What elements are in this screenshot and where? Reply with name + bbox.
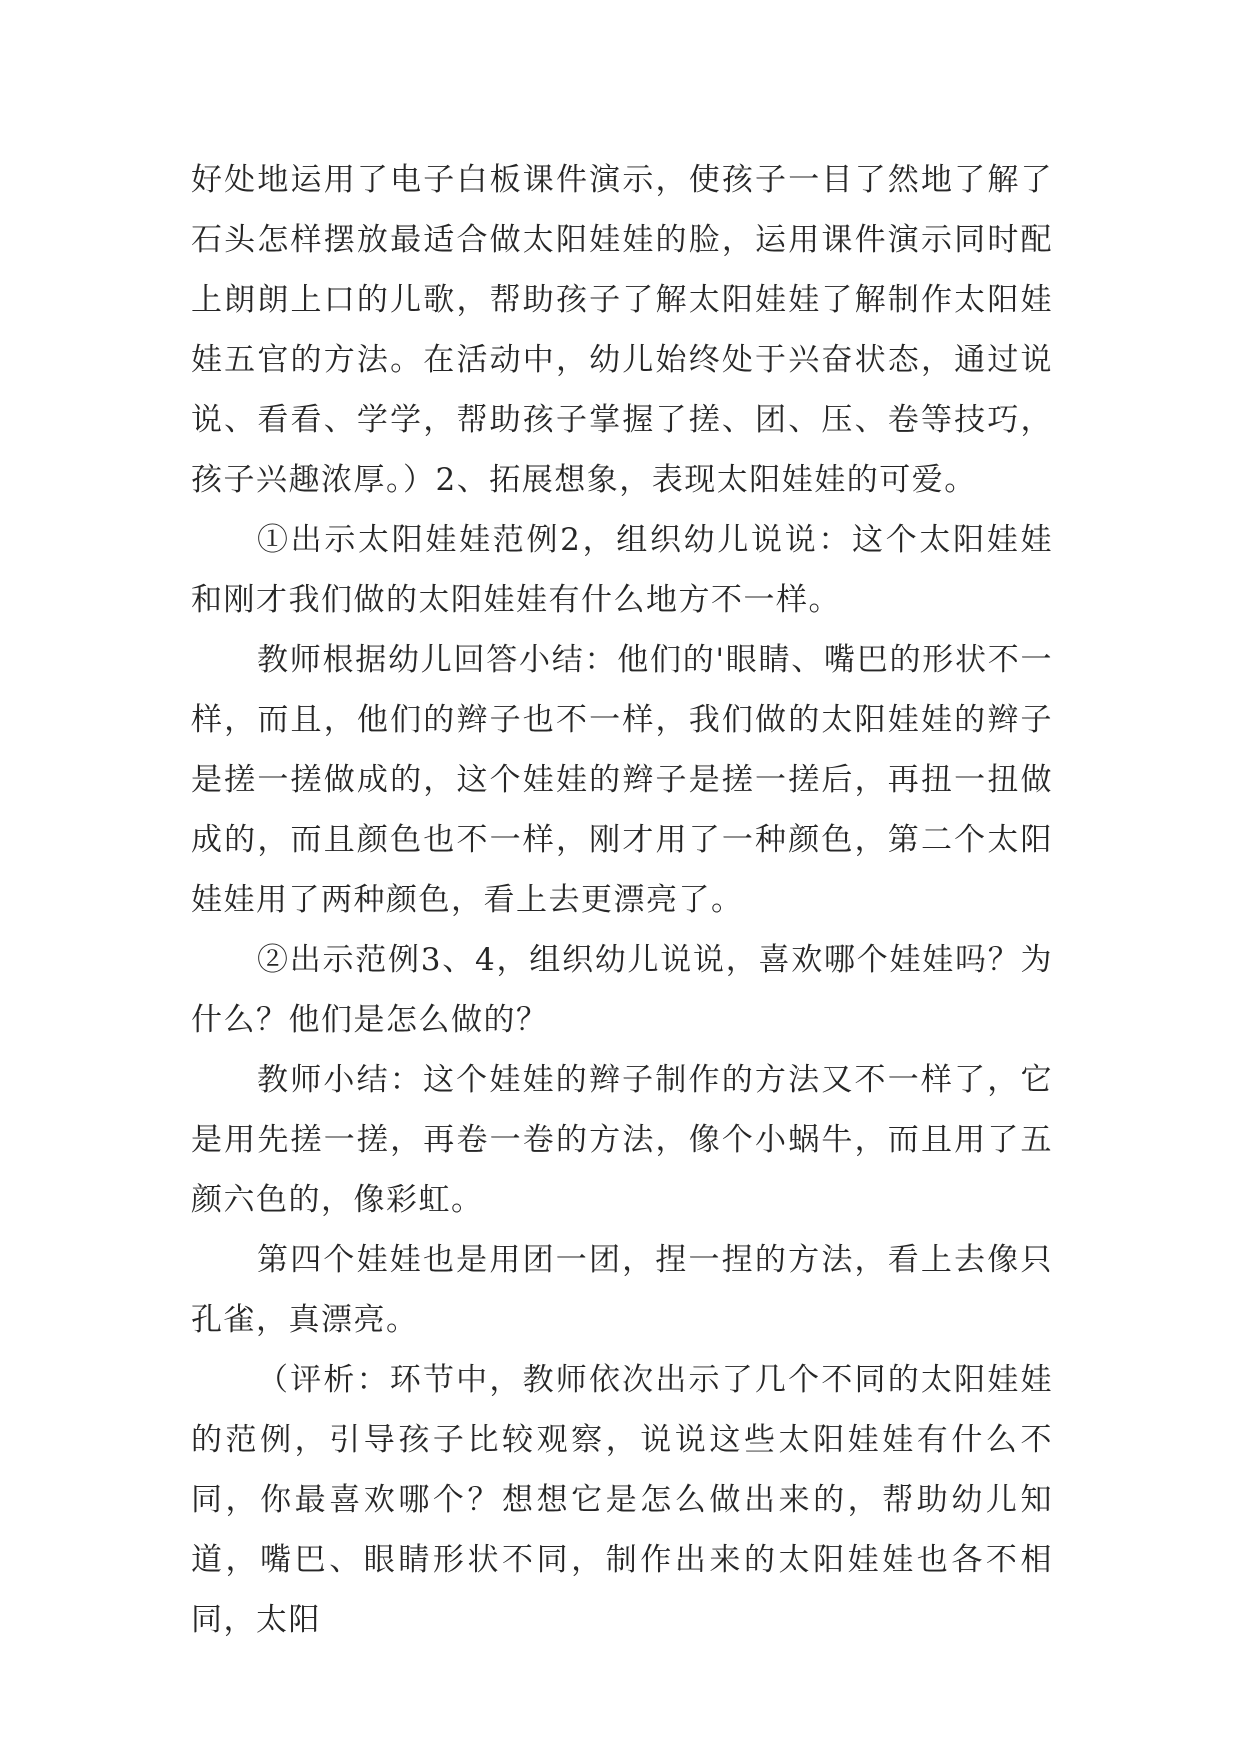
- paragraph-4: ②出示范例3、4，组织幼儿说说，喜欢哪个娃娃吗？为什么？他们是怎么做的？: [191, 942, 1053, 1038]
- paragraph-1: 好处地运用了电子白板课件演示，使孩子一目了然地了解了石头怎样摆放最适合做太阳娃娃的脸，运用课件演示同时配上朗朗上口的儿歌，帮助孩子了解太阳娃娃了解制作太阳娃娃五官的方法。在活动中，幼儿始终处于兴奋状态，通过说说、看看、学学，帮助孩子掌握了搓、团、压、卷等技巧，孩子兴趣浓厚。）2、拓展想象，表现太阳娃娃的可爱。: [191, 162, 1053, 498]
- paragraph-7: （评析：环节中，教师依次出示了几个不同的太阳娃娃的范例，引导孩子比较观察，说说这些太阳娃娃有什么不同，你最喜欢哪个？想想它是怎么做出来的，帮助幼儿知道，嘴巴、眼睛形状不同，制作出来的太阳娃娃也各不相同，太阳: [191, 1362, 1053, 1638]
- paragraph-5: 教师小结：这个娃娃的辫子制作的方法又不一样了，它是用先搓一搓，再卷一卷的方法，像个小蜗牛，而且用了五颜六色的，像彩虹。: [191, 1062, 1053, 1218]
- paragraph-2: ①出示太阳娃娃范例2，组织幼儿说说：这个太阳娃娃和刚才我们做的太阳娃娃有什么地方不一样。: [191, 522, 1053, 618]
- document-body: [191, 150, 1053, 1650]
- paragraph-3: 教师根据幼儿回答小结：他们的'眼睛、嘴巴的形状不一样，而且，他们的辫子也不一样，我们做的太阳娃娃的辫子是搓一搓做成的，这个娃娃的辫子是搓一搓后，再扭一扭做成的，而且颜色也不一样，刚才用了一种颜色，第二个太阳娃娃用了两种颜色，看上去更漂亮了。: [191, 642, 1053, 918]
- paragraph-6: 第四个娃娃也是用团一团，捏一捏的方法，看上去像只孔雀，真漂亮。: [191, 1242, 1053, 1338]
